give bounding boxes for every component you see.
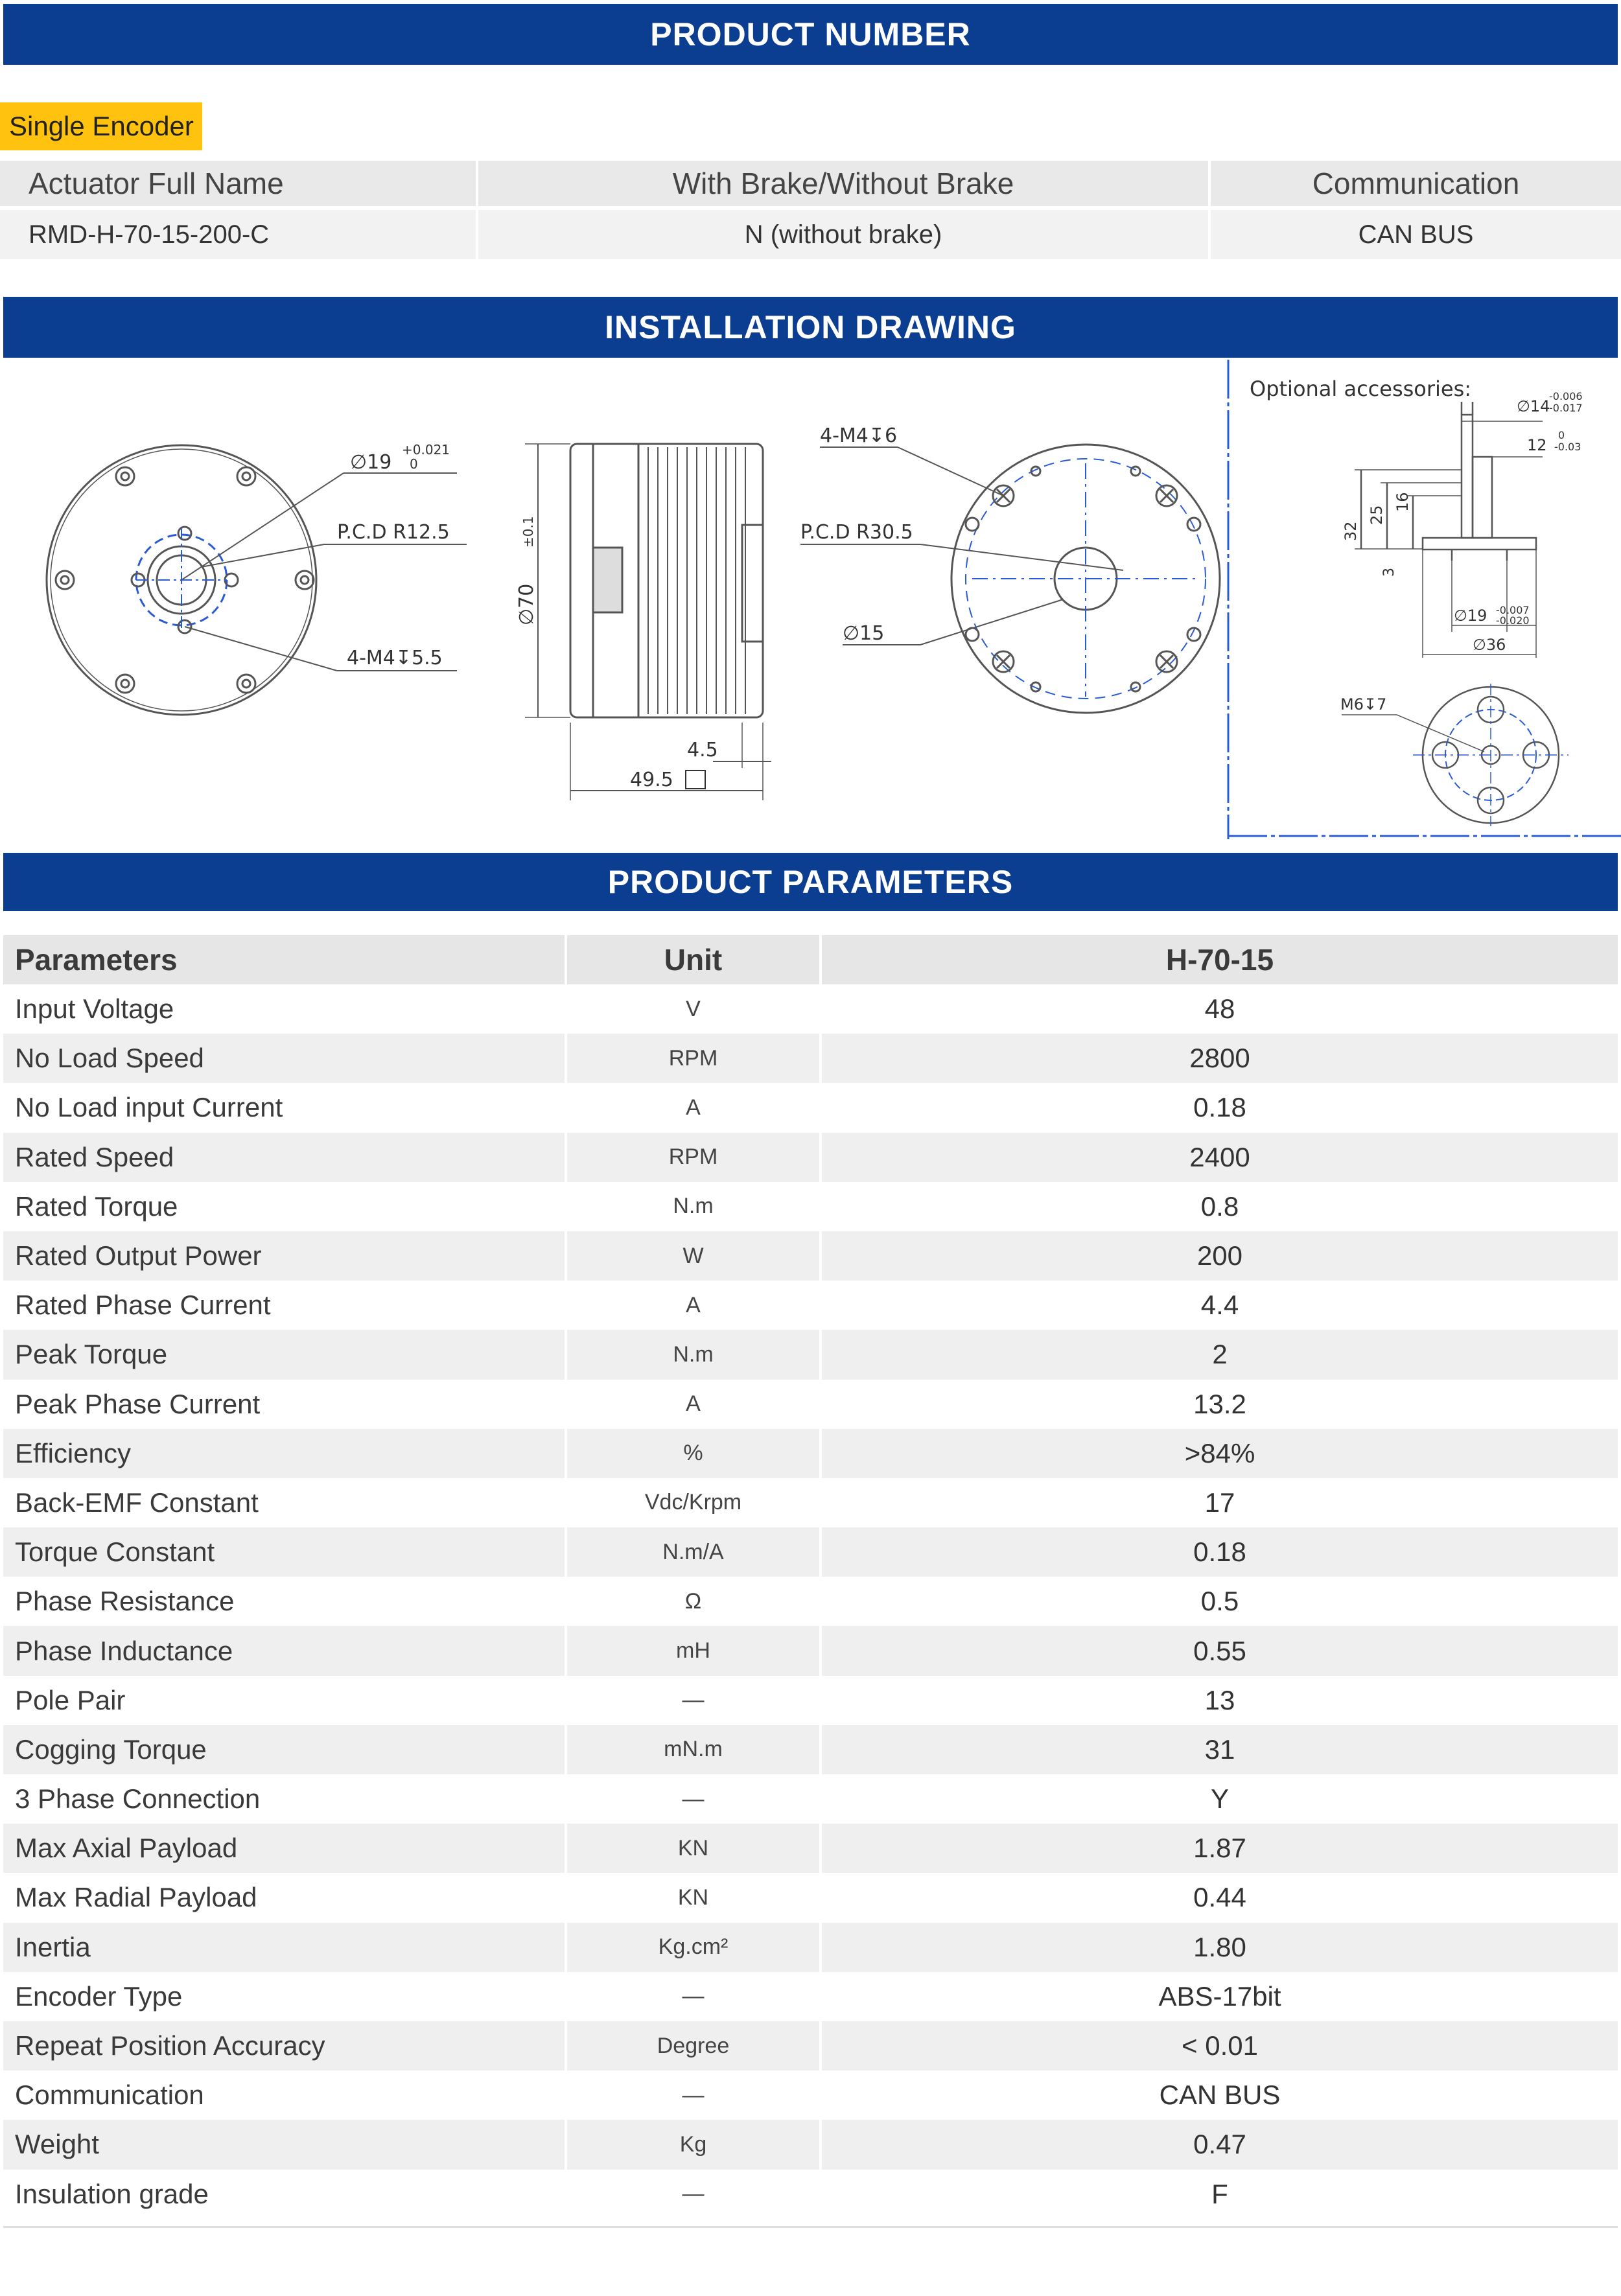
param-name: Efficiency xyxy=(3,1429,567,1478)
param-unit: mN.m xyxy=(567,1725,822,1774)
acc-d12-tol-b: -0.03 xyxy=(1554,441,1581,453)
param-name: Back-EMF Constant xyxy=(3,1478,567,1527)
param-unit: N.m xyxy=(567,1182,822,1231)
header-cell: Actuator Full Name xyxy=(0,161,478,206)
front-view xyxy=(47,445,467,715)
acc-h3: 3 xyxy=(1381,568,1397,577)
param-name: Rated Speed xyxy=(3,1133,567,1182)
param-unit: RPM xyxy=(567,1133,822,1182)
installation-drawing xyxy=(0,360,1621,839)
param-value: >84% xyxy=(1184,1437,1255,1468)
param-unit: A xyxy=(567,1380,822,1429)
table-row xyxy=(3,1330,1618,1379)
param-value: 0.18 xyxy=(1193,1092,1246,1123)
param-name: Max Axial Payload xyxy=(3,1824,567,1873)
param-unit: A xyxy=(567,1281,822,1330)
table-row xyxy=(3,1034,1618,1083)
table-row xyxy=(3,1577,1618,1626)
param-name: Max Radial Payload xyxy=(3,1873,567,1922)
table-row xyxy=(3,1182,1618,1231)
param-value: ABS-17bit xyxy=(1158,1980,1281,2012)
param-value: Y xyxy=(1210,1783,1229,1815)
param-name: Peak Phase Current xyxy=(3,1380,567,1429)
table-row xyxy=(3,1281,1618,1330)
table-cell: RMD-H-70-15-200-C xyxy=(0,210,478,259)
acc-h32: 32 xyxy=(1342,521,1360,541)
param-name: Input Voltage xyxy=(3,984,567,1034)
table-row xyxy=(3,1133,1618,1182)
param-unit: V xyxy=(567,984,822,1034)
table-row xyxy=(3,1083,1618,1132)
param-name: Rated Phase Current xyxy=(3,1281,567,1330)
param-unit: RPM xyxy=(567,1034,822,1083)
acc-d14-tol-b: -0.017 xyxy=(1549,402,1583,414)
dim-tol-zero: 0 xyxy=(410,456,418,472)
product-number-table xyxy=(0,161,1621,259)
param-unit: Degree xyxy=(567,2021,822,2070)
param-value: F xyxy=(1211,2178,1228,2209)
param-unit: % xyxy=(567,1429,822,1478)
table-row xyxy=(3,1429,1618,1478)
param-value: 1.87 xyxy=(1193,1833,1246,1864)
encoder-tag: Single Encoder xyxy=(0,102,202,150)
param-name: Rated Torque xyxy=(3,1182,567,1231)
table-row xyxy=(3,2070,1618,2120)
section-title: INSTALLATION DRAWING xyxy=(605,309,1016,345)
param-name: Repeat Position Accuracy xyxy=(3,2021,567,2070)
table-row xyxy=(3,2170,1618,2219)
param-value: < 0.01 xyxy=(1182,2030,1258,2061)
table-row xyxy=(3,1972,1618,2021)
acc-d19-tol-b: -0.020 xyxy=(1496,614,1530,627)
param-value: 0.5 xyxy=(1200,1586,1239,1617)
header-cell: Communication xyxy=(1312,167,1520,200)
back-view xyxy=(800,445,1220,713)
param-name: Inertia xyxy=(3,1923,567,1972)
table-row xyxy=(3,1774,1618,1824)
param-value: CAN BUS xyxy=(1159,2080,1281,2111)
table-bottom-rule xyxy=(3,2226,1618,2228)
param-value: 200 xyxy=(1196,1240,1243,1271)
param-value: 0.8 xyxy=(1200,1190,1239,1222)
dim-dia70-tol: ±0.1 xyxy=(520,516,536,548)
param-unit: Kg xyxy=(567,2120,822,2169)
param-value: 2400 xyxy=(1189,1141,1250,1172)
dim-holes-back: 4-M4↧6 xyxy=(820,424,898,447)
param-value: 48 xyxy=(1204,993,1235,1025)
section-title: PRODUCT NUMBER xyxy=(650,16,971,52)
table-row xyxy=(3,1824,1618,1873)
table-row xyxy=(3,1380,1618,1429)
param-name: Torque Constant xyxy=(3,1527,567,1577)
param-unit: Ω xyxy=(567,1577,822,1626)
param-name: No Load Speed xyxy=(3,1034,567,1083)
table-row xyxy=(3,1873,1618,1922)
table-row xyxy=(3,1527,1618,1577)
table-header-row xyxy=(3,935,1618,984)
table-row xyxy=(3,1626,1618,1675)
param-name: Communication xyxy=(3,2070,567,2120)
table-row xyxy=(3,1923,1618,1972)
table-row xyxy=(3,2120,1618,2169)
dim-45: 4.5 xyxy=(687,739,718,761)
side-view xyxy=(525,444,771,800)
table-row xyxy=(3,2021,1618,2070)
param-name: Pole Pair xyxy=(3,1676,567,1725)
header-cell: H-70-15 xyxy=(1165,943,1274,977)
param-name: Encoder Type xyxy=(3,1972,567,2021)
acc-d14: ∅14 xyxy=(1517,397,1550,415)
table-row xyxy=(3,1478,1618,1527)
acc-d36: ∅36 xyxy=(1473,636,1506,654)
param-unit: — xyxy=(567,1676,822,1725)
param-unit: — xyxy=(567,1972,822,2021)
param-unit: — xyxy=(567,1774,822,1824)
accessories-title: Optional accessories: xyxy=(1250,377,1472,401)
param-name: 3 Phase Connection xyxy=(3,1774,567,1824)
table-cell: CAN BUS xyxy=(1358,220,1474,249)
param-unit: Kg.cm² xyxy=(567,1923,822,1972)
acc-d14-tol-a: -0.006 xyxy=(1549,390,1583,402)
param-value: 0.47 xyxy=(1193,2129,1246,2160)
param-unit: N.m/A xyxy=(567,1527,822,1577)
param-name: Phase Inductance xyxy=(3,1626,567,1675)
param-unit: N.m xyxy=(567,1330,822,1379)
acc-m6: M6↧7 xyxy=(1340,695,1387,713)
param-unit: KN xyxy=(567,1873,822,1922)
param-value: 31 xyxy=(1204,1734,1235,1765)
parameter-rows xyxy=(3,984,1618,2219)
param-unit: KN xyxy=(567,1824,822,1873)
param-value: 0.18 xyxy=(1193,1536,1246,1568)
param-name: No Load input Current xyxy=(3,1083,567,1132)
acc-d19-tol-a: -0.007 xyxy=(1496,604,1530,616)
dim-dia19: ∅19 xyxy=(350,451,392,474)
dim-tol-plus: +0.021 xyxy=(402,442,450,458)
param-unit: A xyxy=(567,1083,822,1132)
param-name: Insulation grade xyxy=(3,2170,567,2219)
param-name: Weight xyxy=(3,2120,567,2169)
section-title: PRODUCT PARAMETERS xyxy=(607,864,1014,900)
acc-h25: 25 xyxy=(1368,505,1386,525)
param-value: 13.2 xyxy=(1193,1388,1246,1419)
table-row xyxy=(3,1725,1618,1774)
table-cell: N (without brake) xyxy=(478,210,1211,259)
dim-dia15: ∅15 xyxy=(843,622,885,645)
dim-box-icon xyxy=(686,771,705,789)
param-value: 17 xyxy=(1204,1487,1235,1518)
section-banner-installation-drawing xyxy=(3,297,1618,358)
table-row xyxy=(0,210,1621,259)
section-banner-product-number xyxy=(3,4,1618,65)
param-name: Cogging Torque xyxy=(3,1725,567,1774)
table-header-row xyxy=(0,161,1621,206)
section-banner-product-parameters xyxy=(3,853,1618,911)
dim-pcd-front: P.C.D R12.5 xyxy=(337,521,450,544)
acc-d12-tol-a: 0 xyxy=(1558,429,1565,441)
param-unit: — xyxy=(567,2070,822,2120)
param-value: 0.44 xyxy=(1193,1882,1246,1913)
dim-holes-front: 4-M4↧5.5 xyxy=(347,647,443,669)
table-row xyxy=(3,984,1618,1034)
table-row xyxy=(3,1231,1618,1281)
dim-dia70: ∅70 xyxy=(515,583,538,625)
acc-d12: 12 xyxy=(1527,436,1547,454)
param-name: Rated Output Power xyxy=(3,1231,567,1281)
param-value: 1.80 xyxy=(1193,1931,1246,1962)
parameters-table xyxy=(3,935,1618,2219)
param-value: 2800 xyxy=(1189,1043,1250,1074)
acc-d19: ∅19 xyxy=(1454,607,1487,625)
table-row xyxy=(3,1676,1618,1725)
param-value: 4.4 xyxy=(1200,1290,1239,1321)
header-cell: Parameters xyxy=(3,935,567,984)
param-unit: mH xyxy=(567,1626,822,1675)
param-value: 2 xyxy=(1212,1339,1228,1370)
param-unit: W xyxy=(567,1231,822,1281)
dim-495: 49.5 xyxy=(630,769,673,791)
param-name: Peak Torque xyxy=(3,1330,567,1379)
param-value: 13 xyxy=(1204,1684,1235,1715)
param-unit: Vdc/Krpm xyxy=(567,1478,822,1527)
acc-h16: 16 xyxy=(1394,492,1412,512)
header-cell: Unit xyxy=(567,935,822,984)
param-name: Phase Resistance xyxy=(3,1577,567,1626)
dim-pcd-back: P.C.D R30.5 xyxy=(800,521,913,544)
param-unit: — xyxy=(567,2170,822,2219)
header-cell: With Brake/Without Brake xyxy=(478,161,1211,206)
param-value: 0.55 xyxy=(1193,1635,1246,1666)
